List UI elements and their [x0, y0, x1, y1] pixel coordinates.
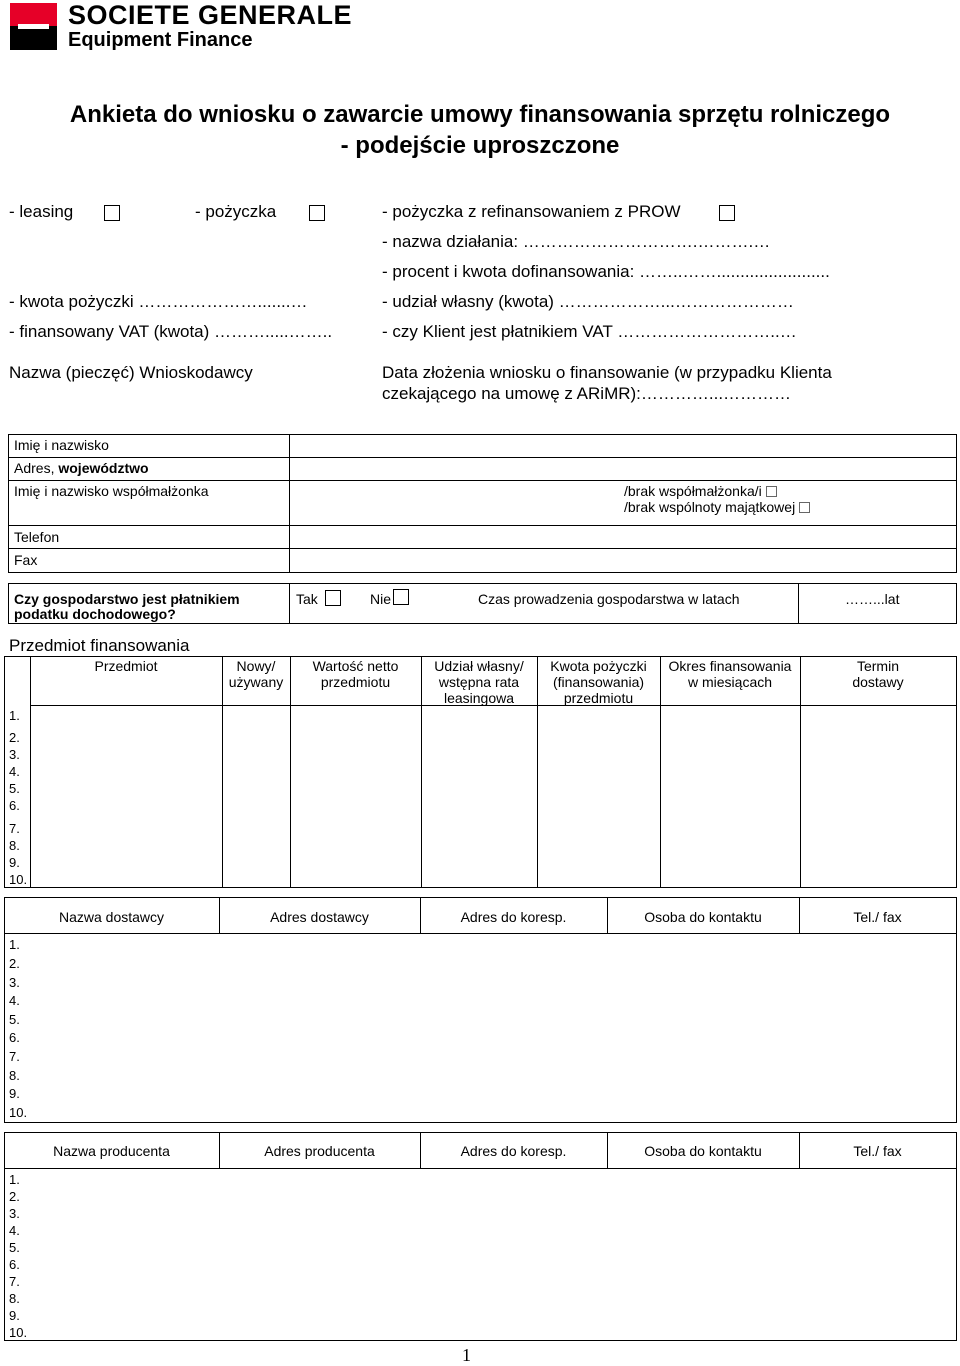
row-number: 8.: [9, 1291, 20, 1306]
col-adres-dostawcy: Adres dostawcy: [270, 909, 369, 925]
row-number: 2.: [9, 956, 20, 971]
row-number: 4.: [9, 764, 20, 779]
label-nazwa-wnioskodawcy: Nazwa (pieczęć) Wnioskodawcy: [9, 363, 253, 382]
col-nazwa-dostawcy: Nazwa dostawcy: [58, 909, 165, 925]
field-lat[interactable]: ……...lat: [845, 591, 900, 607]
row-number: 1.: [9, 1172, 20, 1187]
col-nowy-uzywany: Nowy/ używany: [228, 658, 284, 690]
col-przedmiot: Przedmiot: [94, 658, 158, 674]
field-procent-dofinansowania[interactable]: - procent i kwota dofinansowania: ……..……........................: [382, 262, 830, 281]
option-brak-wspolmalzonka[interactable]: /brak współmałżonka/i: [624, 483, 777, 499]
row-number: 10.: [9, 1105, 28, 1120]
option-tak: Tak: [296, 591, 318, 607]
label-imie-nazwisko: Imię i nazwisko: [14, 437, 109, 453]
col-nazwa-producenta: Nazwa producenta: [53, 1143, 170, 1159]
checkbox-brak-wspolmalzonka-icon[interactable]: [766, 486, 777, 497]
row-number: 6.: [9, 798, 20, 813]
col-osoba-kontaktu: Osoba do kontaktu: [644, 909, 762, 925]
row-number: 1.: [9, 937, 20, 952]
label-czas-prowadzenia: Czas prowadzenia gospodarstwa w latach: [478, 591, 740, 607]
option-leasing: - leasing: [9, 202, 74, 221]
row-number: 1.: [9, 708, 20, 723]
page-number: 1: [462, 1345, 471, 1365]
col-adres-koresp: Adres do koresp.: [460, 909, 567, 925]
field-nazwa-dzialania[interactable]: - nazwa działania: ………………………….……….…: [382, 232, 771, 251]
row-number: 2.: [9, 730, 20, 745]
row-number: 4.: [9, 993, 20, 1008]
societe-generale-logo: [10, 3, 57, 50]
checkbox-tak[interactable]: [325, 590, 341, 606]
field-platnik-vat[interactable]: - czy Klient jest płatnikiem VAT ………………………..…: [382, 322, 797, 341]
row-number: 9.: [9, 1086, 20, 1101]
row-number: 7.: [9, 1274, 20, 1289]
checkbox-brak-wspolnoty-icon[interactable]: [799, 502, 810, 513]
col-adres-koresp-producenta: Adres do koresp.: [460, 1143, 567, 1159]
document-subtitle: - podejście uproszczone: [340, 132, 620, 159]
checkbox-refinansowanie[interactable]: [719, 205, 735, 221]
row-number: 7.: [9, 1049, 20, 1064]
row-number: 7.: [9, 821, 20, 836]
row-number: 6.: [9, 1257, 20, 1272]
brand-name: SOCIETE GENERALE: [68, 0, 353, 30]
col-tel-fax-producenta: Tel./ fax: [853, 1143, 902, 1159]
field-kwota-pozyczki[interactable]: - kwota pożyczki ………………….......…: [9, 292, 308, 311]
document-title: Ankieta do wniosku o zawarcie umowy finansowania sprzętu rolniczego: [69, 101, 891, 128]
row-number: 6.: [9, 1030, 20, 1045]
row-number: 2.: [9, 1189, 20, 1204]
label-telefon: Telefon: [14, 529, 60, 545]
checkbox-nie[interactable]: [393, 589, 409, 605]
row-number: 10.: [9, 1325, 28, 1340]
option-brak-wspolnoty[interactable]: /brak wspólnoty majątkowej: [624, 499, 810, 515]
row-number: 5.: [9, 1012, 20, 1027]
field-data-zlozenia[interactable]: czekającego na umowę z ARiMR):…………...…………: [382, 384, 792, 403]
row-number: 4.: [9, 1223, 20, 1238]
col-udzial-wlasny: Udział własny/ wstępna rata leasingowa: [434, 658, 524, 706]
row-number: 9.: [9, 1308, 20, 1323]
col-adres-producenta: Adres producenta: [264, 1143, 375, 1159]
row-number: 3.: [9, 747, 20, 762]
label-fax: Fax: [14, 552, 38, 568]
option-nie: Nie: [370, 591, 392, 607]
label-platnik-podatku: Czy gospodarstwo jest płatnikiem: [14, 591, 240, 607]
row-number: 5.: [9, 1240, 20, 1255]
section-heading-przedmiot: Przedmiot finansowania: [9, 636, 190, 655]
label-wspolmalzonek: Imię i nazwisko współmałżonka: [14, 483, 209, 499]
row-number: 3.: [9, 975, 20, 990]
checkbox-leasing[interactable]: [104, 205, 120, 221]
col-okres-finansowania: Okres finansowania w miesiącach: [668, 658, 792, 690]
brand-subtitle: Equipment Finance: [68, 29, 253, 51]
col-osoba-kontaktu-producenta: Osoba do kontaktu: [644, 1143, 762, 1159]
field-udzial-wlasny[interactable]: - udział własny (kwota) ………………...…………………: [382, 292, 794, 311]
row-number: 5.: [9, 781, 20, 796]
col-tel-fax: Tel./ fax: [853, 909, 902, 925]
label-podatek-dochodowy: podatku dochodowego?: [14, 606, 176, 622]
label-adres: Adres, województwo: [14, 460, 149, 476]
row-number: 8.: [9, 838, 20, 853]
col-termin-dostawy: Termin dostawy: [852, 658, 904, 690]
col-wartosc-netto: Wartość netto przedmiotu: [312, 658, 399, 690]
col-kwota-pozyczki: Kwota pożyczki (finansowania) przedmiotu: [550, 658, 647, 706]
row-number: 8.: [9, 1068, 20, 1083]
row-number: 10.: [9, 872, 28, 887]
checkbox-pozyczka[interactable]: [309, 205, 325, 221]
label-data-zlozenia: Data złożenia wniosku o finansowanie (w przypadku Klienta: [382, 363, 832, 382]
option-refinansowanie: - pożyczka z refinansowaniem z PROW: [382, 202, 681, 221]
row-number: 9.: [9, 855, 20, 870]
field-finansowany-vat[interactable]: - finansowany VAT (kwota) ……….....……..: [9, 322, 333, 341]
option-pozyczka: - pożyczka: [195, 202, 277, 221]
row-number: 3.: [9, 1206, 20, 1221]
